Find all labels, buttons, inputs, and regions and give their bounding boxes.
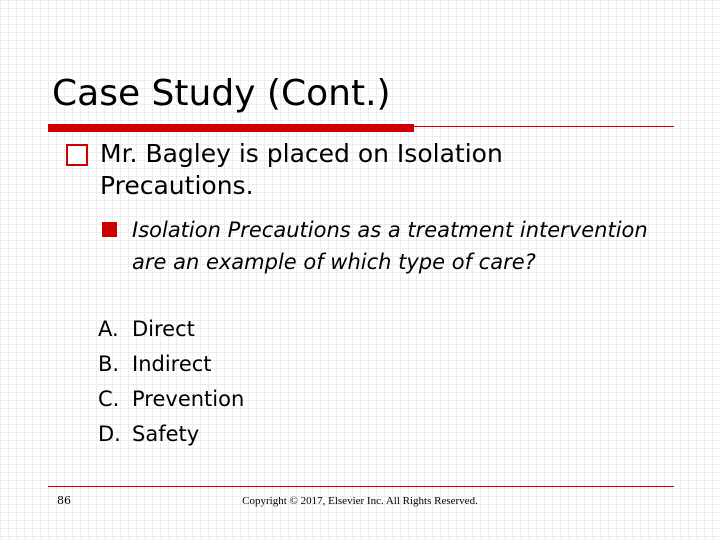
copyright-notice: Copyright © 2017, Elsevier Inc. All Rights Reserved. [242,495,478,507]
sub-bullet-text: Isolation Precautions as a treatment intervention are an example of which type of care? [132,218,648,274]
footer-rule [48,486,674,487]
option-letter: B. [98,352,120,376]
main-bullet-text: Mr. Bagley is placed on Isolation Precautions. [100,139,503,200]
title-underline-rule [414,126,674,127]
option-text: Indirect [132,352,212,376]
filled-square-bullet-icon [102,222,117,237]
option-text: Prevention [132,387,245,411]
option-letter: C. [98,387,120,411]
answer-option [98,417,244,452]
option-text: Direct [132,317,195,341]
answer-option [98,347,244,382]
page-number: 86 [57,494,71,507]
title-underline-bar [48,124,414,132]
option-text: Safety [132,422,200,446]
hollow-square-bullet-icon [66,144,88,166]
option-letter: A. [98,317,119,341]
option-letter: D. [98,422,121,446]
answer-option [98,312,244,347]
answer-options-list [98,312,244,452]
answer-option [98,382,244,417]
slide-title: Case Study (Cont.) [52,73,391,114]
